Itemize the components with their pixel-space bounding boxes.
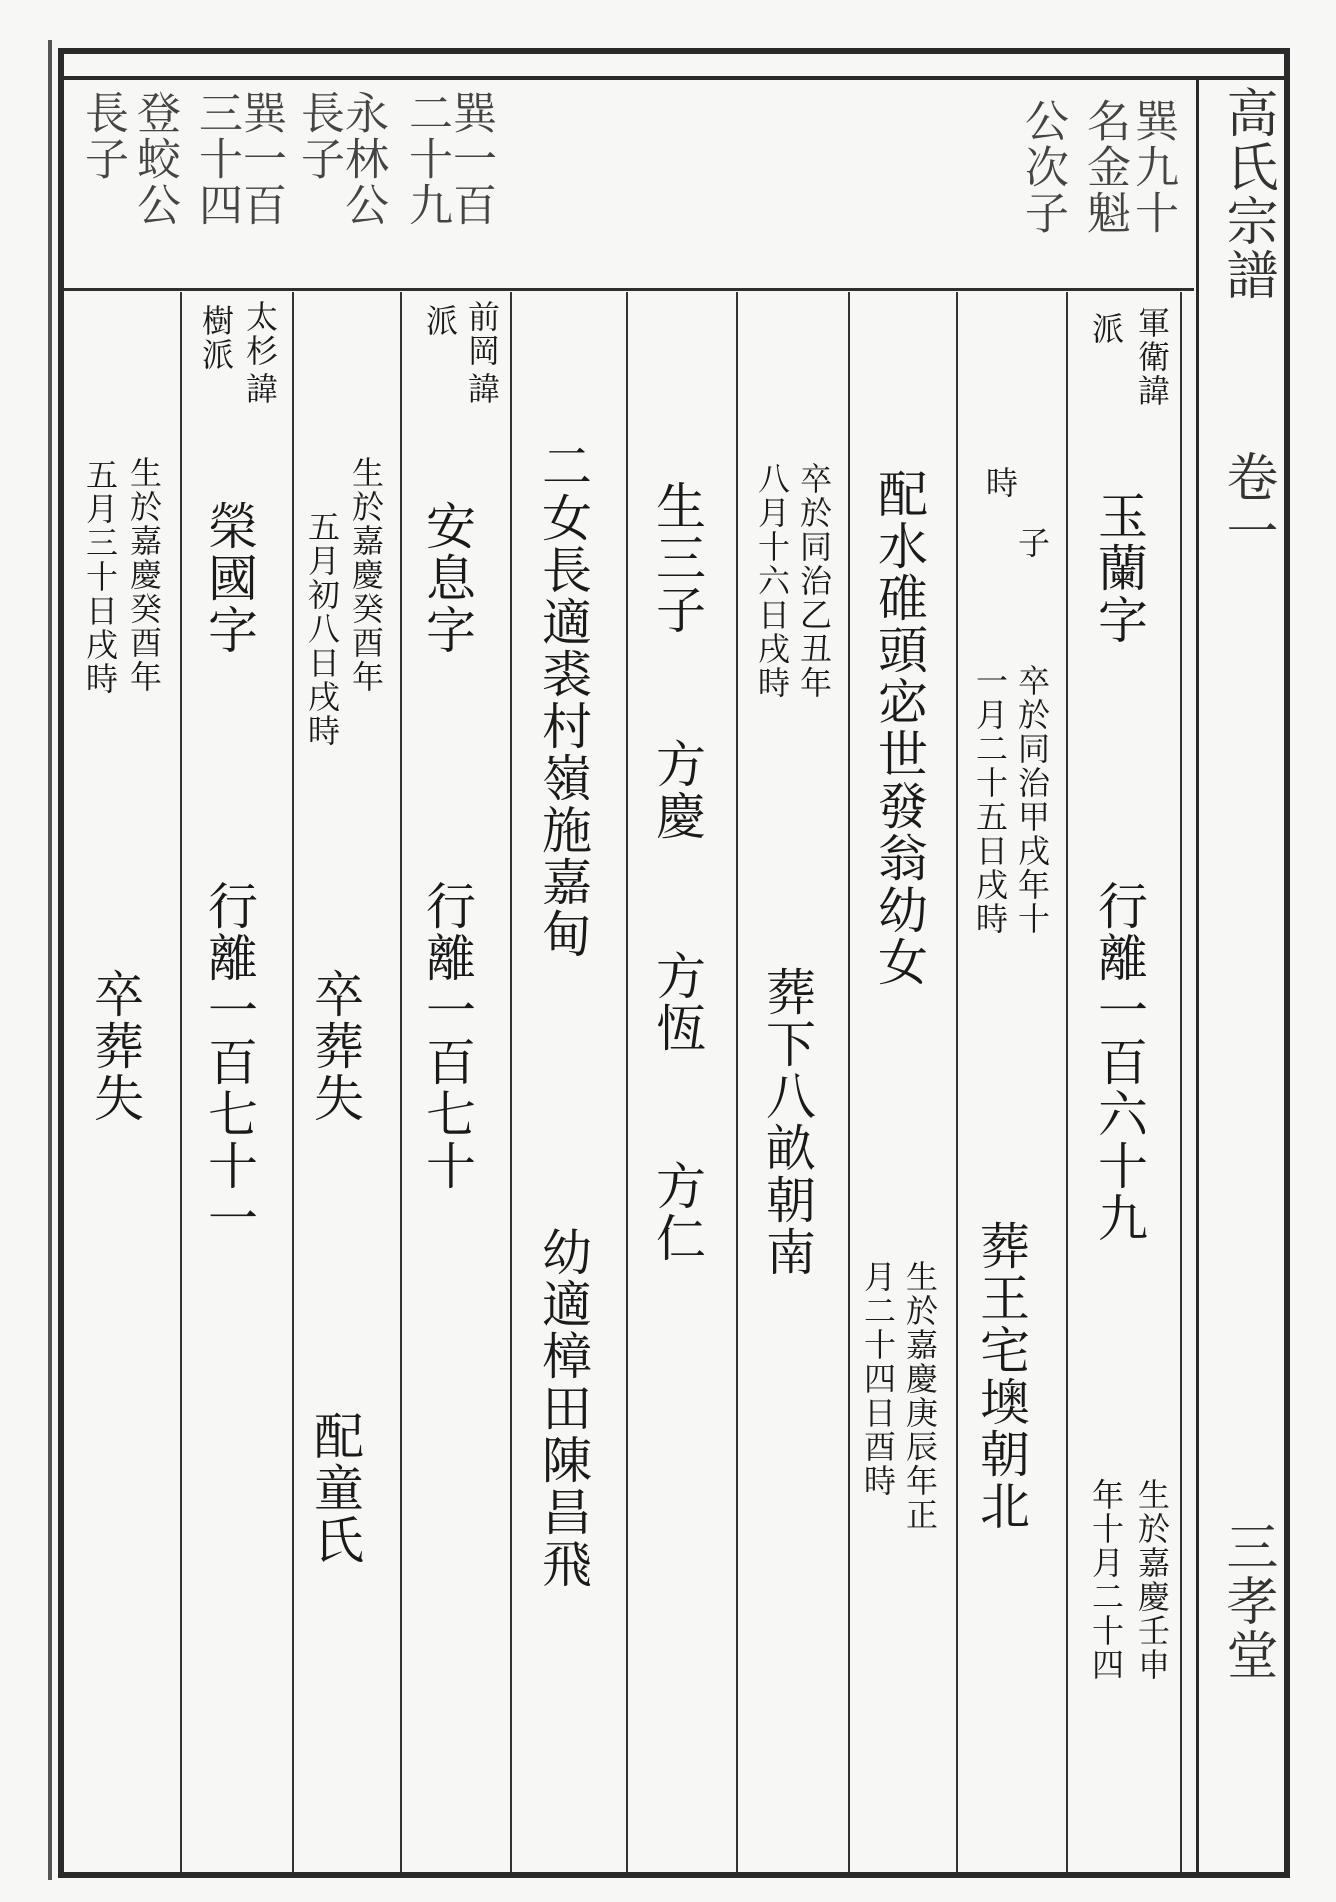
given-name: 榮國字 <box>200 500 258 656</box>
given-name: 安息字 <box>418 500 476 656</box>
birth-date: 生於嘉慶癸酉年 <box>347 456 385 694</box>
generation-rank: 行離一百七十一 <box>200 880 258 1244</box>
column-rule <box>1180 292 1182 1872</box>
birth-date-cont: 五月初八日戌時 <box>303 510 341 748</box>
top-note-c4a: 巽一百 <box>235 90 286 228</box>
lineage-pai-cont: 派 <box>421 304 459 338</box>
header-divider <box>64 288 1194 291</box>
top-note-c1b: 名金魁 <box>1079 98 1130 236</box>
column-rule <box>180 292 182 1872</box>
column-rule <box>400 292 402 1872</box>
top-note-c5a: 登蛟公 <box>129 90 180 228</box>
column-rule <box>1066 292 1068 1872</box>
top-note-c5b: 長子 <box>77 90 128 182</box>
column-rule <box>626 292 628 1872</box>
death-date: 卒於同治甲戌年十 <box>1013 664 1051 936</box>
taboo-name-intro: 諱 <box>463 372 501 406</box>
birth-date: 生於嘉慶壬申 <box>1133 1478 1171 1682</box>
spouse-birth: 生於嘉慶庚辰年正 <box>901 1260 939 1532</box>
spouse-record: 配水碓頭宓世發翁幼女 <box>870 468 928 988</box>
top-note-c1a: 巽九十 <box>1127 98 1178 236</box>
birth-date: 生於嘉慶癸酉年 <box>125 456 163 694</box>
burial-place: 葬王宅墺朝北 <box>972 1220 1030 1532</box>
birth-date-cont: 年十月二十四 <box>1087 1478 1125 1682</box>
volume-label: 卷一 <box>1217 450 1277 558</box>
death-burial: 卒葬失 <box>306 968 364 1124</box>
birth-date-cont: 五月三十日戌時 <box>81 458 119 696</box>
hall-name: 三孝堂 <box>1217 1520 1277 1682</box>
daughters-record: 二女長適裘村嶺施嘉甸 <box>534 440 592 960</box>
header-strip <box>1196 80 1289 1875</box>
taboo-name-intro: 諱 <box>241 372 279 406</box>
top-note-c1c: 公次子 <box>1017 98 1068 236</box>
death-burial: 卒葬失 <box>86 968 144 1124</box>
book-title: 高氏宗譜 <box>1217 86 1277 302</box>
binding-edge <box>18 40 52 1880</box>
lineage-pai: 派 <box>1087 312 1125 346</box>
top-border <box>58 76 1290 80</box>
lineage-pai: 太杉 <box>241 300 279 368</box>
top-note-c2b: 二十九 <box>401 90 452 228</box>
daughter-record: 幼適樟田陳昌飛 <box>534 1226 592 1590</box>
top-note-c3b: 長子 <box>293 90 344 182</box>
son-name: 方恆 <box>648 950 706 1054</box>
spouse-death-cont: 八月十六日戌時 <box>753 462 791 700</box>
spouse-record: 配童氏 <box>306 1410 364 1566</box>
spouse-death: 卒於同治乙丑年 <box>795 462 833 700</box>
column-rule <box>848 292 850 1872</box>
death-date-cont: 一月二十五日戌時 <box>971 664 1009 936</box>
column-rule <box>736 292 738 1872</box>
top-note-c2a: 巽一百 <box>445 90 496 228</box>
lineage-pai: 前岡 <box>463 300 501 368</box>
son-name: 方仁 <box>648 1160 706 1264</box>
column-rule <box>510 292 512 1872</box>
column-rule <box>956 292 958 1872</box>
lineage-pai-cont: 樹派 <box>197 304 235 372</box>
generation-rank: 行離一百七十 <box>418 880 476 1192</box>
spouse-burial: 葬下八畝朝南 <box>758 966 816 1278</box>
top-note-c4b: 三十四 <box>191 90 242 228</box>
sons-count: 生三子 <box>648 480 706 636</box>
taboo-name-intro: 軍衛諱 <box>1133 306 1171 408</box>
son-name: 方慶 <box>648 738 706 842</box>
birth-hour-zi: 子 <box>1013 526 1051 560</box>
column-rule <box>292 292 294 1872</box>
spouse-birth-cont: 月二十四日酉時 <box>859 1260 897 1498</box>
generation-rank: 行離一百六十九 <box>1090 880 1148 1244</box>
given-name: 玉蘭字 <box>1090 490 1148 646</box>
top-note-c3a: 永林公 <box>337 90 388 228</box>
birth-hour: 時 <box>981 466 1019 500</box>
